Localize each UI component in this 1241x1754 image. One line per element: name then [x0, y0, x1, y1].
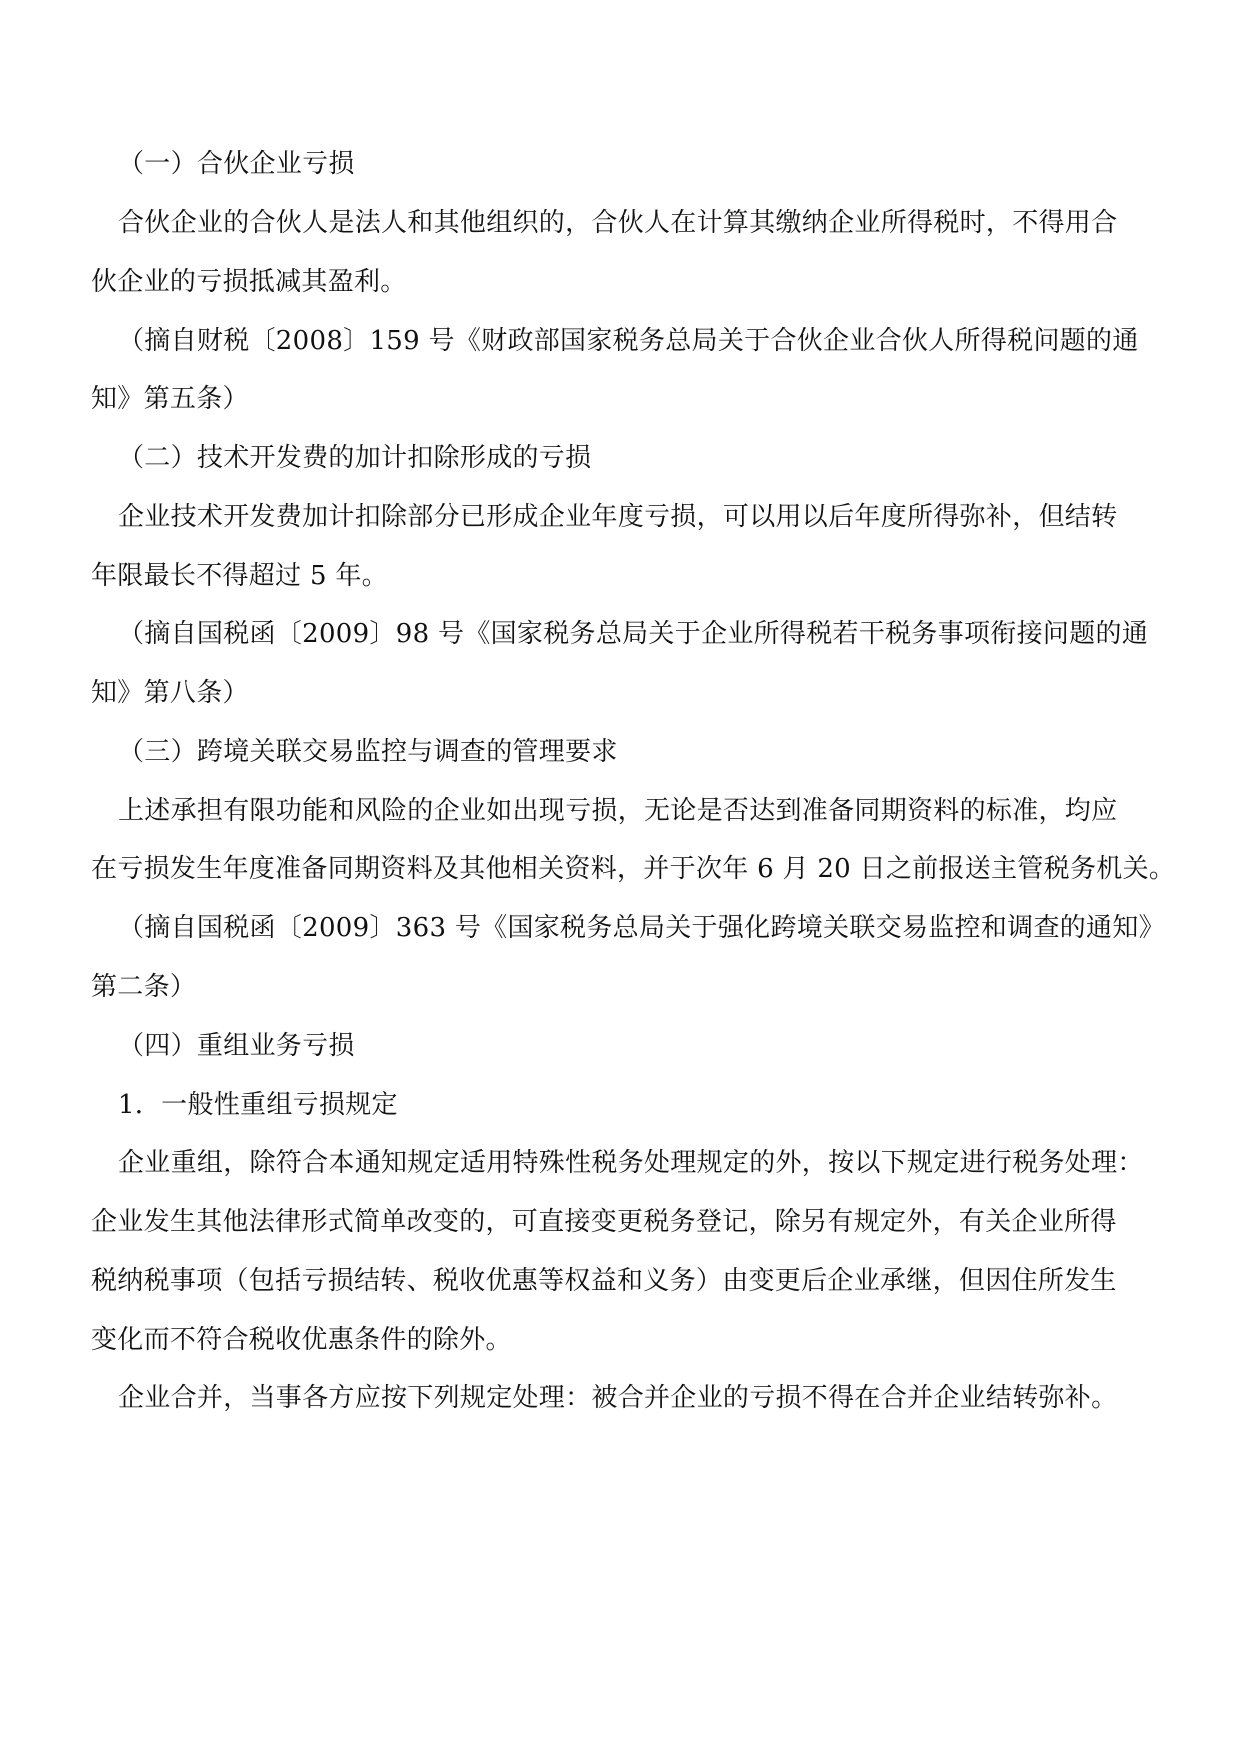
paragraph-line: 企业重组，除符合本通知规定适用特殊性税务处理规定的外，按以下规定进行税务处理： [118, 1148, 1144, 1178]
paragraph-line: 合伙企业的合伙人是法人和其他组织的，合伙人在计算其缴纳企业所得税时，不得用合 [118, 208, 1118, 238]
citation-line: 知》第五条） [91, 384, 249, 414]
heading-rd-expense-loss: （二）技术开发费的加计扣除形成的亏损 [118, 443, 592, 473]
heading-reorganization-loss: （四）重组业务亏损 [118, 1031, 355, 1061]
heading-cross-border-transactions: （三）跨境关联交易监控与调查的管理要求 [118, 737, 618, 767]
paragraph-line: 税纳税事项（包括亏损结转、税收优惠等权益和义务）由变更后企业承继，但因住所发生 [91, 1266, 1117, 1296]
paragraph-line: 企业发生其他法律形式简单改变的，可直接变更税务登记，除另有规定外，有关企业所得 [91, 1207, 1117, 1237]
heading-partnership-loss: （一）合伙企业亏损 [118, 149, 355, 179]
citation-line: 第二条） [91, 972, 197, 1002]
paragraph-line: 伙企业的亏损抵减其盈利。 [91, 267, 407, 297]
citation-line: （摘自财税〔2008〕159 号《财政部国家税务总局关于合伙企业合伙人所得税问题的通 [118, 326, 1139, 356]
paragraph-line: 企业技术开发费加计扣除部分已形成企业年度亏损，可以用以后年度所得弥补，但结转 [118, 502, 1118, 532]
citation-line: 知》第八条） [91, 678, 249, 708]
paragraph-line: 在亏损发生年度准备同期资料及其他相关资料，并于次年 6 月 20 日之前报送主管税务机关。 [91, 854, 1176, 884]
paragraph-line: 企业合并，当事各方应按下列规定处理：被合并企业的亏损不得在合并企业结转弥补。 [118, 1383, 1118, 1413]
citation-line: （摘自国税函〔2009〕98 号《国家税务总局关于企业所得税若干税务事项衔接问题的通 [118, 619, 1149, 649]
paragraph-line: 年限最长不得超过 5 年。 [91, 561, 388, 591]
paragraph-line: 变化而不符合税收优惠条件的除外。 [91, 1325, 512, 1355]
citation-line: （摘自国税函〔2009〕363 号《国家税务总局关于强化跨境关联交易监控和调查的通知》 [118, 913, 1165, 943]
paragraph-line: 上述承担有限功能和风险的企业如出现亏损，无论是否达到准备同期资料的标准，均应 [118, 796, 1118, 826]
subheading-general-reorganization: 1．一般性重组亏损规定 [118, 1090, 398, 1120]
